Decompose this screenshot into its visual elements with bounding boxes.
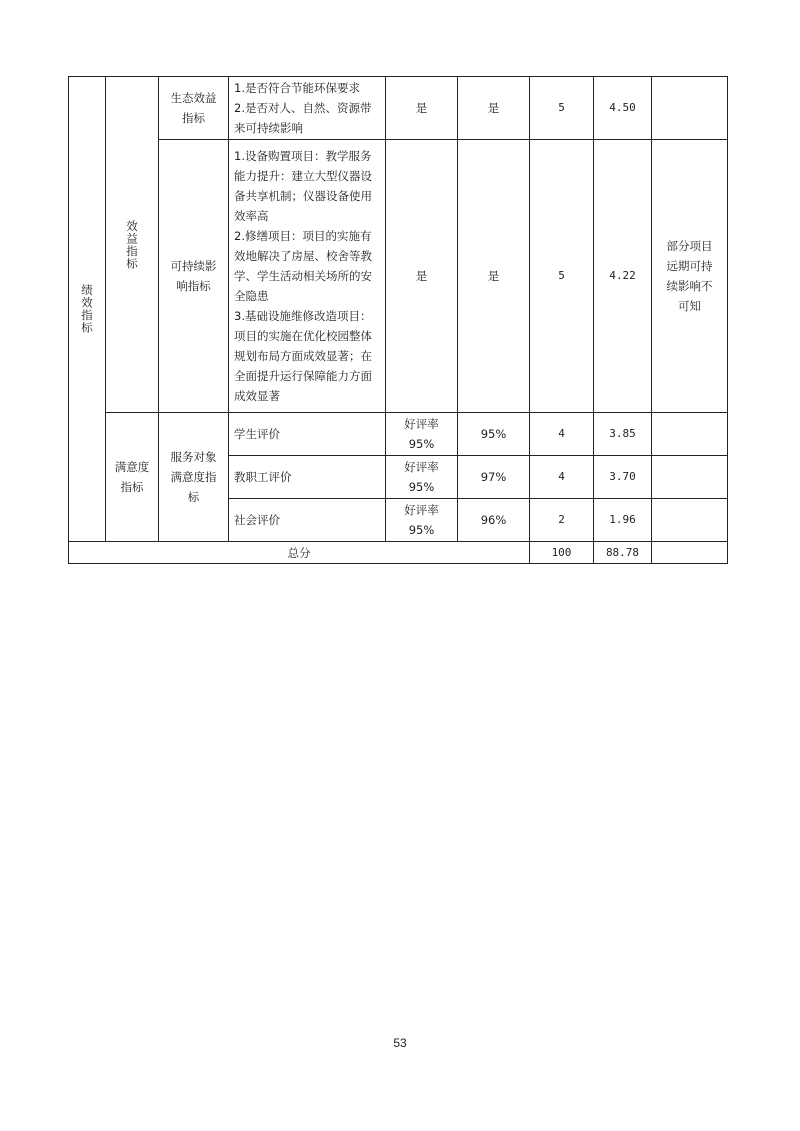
level2-cell-benefit <box>106 77 159 413</box>
weight-cell: 4 <box>530 456 594 499</box>
content-cell <box>229 77 386 140</box>
table-row <box>69 140 728 413</box>
content-line: 项目的实施在优化校园整体 <box>234 329 372 343</box>
content-cell: 社会评价 <box>229 499 386 542</box>
actual-cell: 是 <box>458 140 530 413</box>
target-cell <box>386 499 458 542</box>
actual-cell: 96% <box>458 499 530 542</box>
target-line: 好评率 <box>404 417 439 431</box>
level2-cell-satisfaction <box>106 413 159 542</box>
target-cell: 是 <box>386 140 458 413</box>
content-line: 学、学生活动相关场所的安 <box>234 269 372 283</box>
target-cell <box>386 413 458 456</box>
content-line: 规划布局方面成效显著；在 <box>234 349 372 363</box>
note-cell <box>652 77 728 140</box>
content-line: 全面提升运行保障能力方面 <box>234 369 372 383</box>
score-cell: 4.22 <box>594 140 652 413</box>
note-line: 续影响不 <box>666 279 713 293</box>
note-cell <box>652 456 728 499</box>
score-cell: 1.96 <box>594 499 652 542</box>
target-line: 好评率 <box>404 460 439 474</box>
note-line: 可知 <box>678 299 701 313</box>
actual-cell: 95% <box>458 413 530 456</box>
score-cell: 3.70 <box>594 456 652 499</box>
content-line: 能力提升：建立大型仪器设 <box>234 169 372 183</box>
level1-cell <box>69 77 106 542</box>
actual-cell: 97% <box>458 456 530 499</box>
note-cell <box>652 413 728 456</box>
indicator-line: 响指标 <box>176 279 211 293</box>
level1-label: 绩效指标 <box>80 284 94 334</box>
content-cell: 学生评价 <box>229 413 386 456</box>
content-line: 效地解决了房屋、校舍等教 <box>234 249 372 263</box>
content-cell: 教职工评价 <box>229 456 386 499</box>
indicator-line: 生态效益 <box>170 91 217 105</box>
weight-cell: 5 <box>530 77 594 140</box>
total-note <box>652 542 728 564</box>
target-line: 95% <box>408 480 435 494</box>
target-line: 好评率 <box>404 503 439 517</box>
note-cell <box>652 140 728 413</box>
content-line: 1.是否符合节能环保要求 <box>234 81 360 95</box>
level2-label-line: 满意度 <box>114 460 150 474</box>
content-line: 全隐患 <box>234 289 269 303</box>
performance-table <box>68 76 728 564</box>
note-cell <box>652 499 728 542</box>
content-line: 2.修缮项目：项目的实施有 <box>234 229 372 243</box>
indicator-line: 服务对象 <box>170 450 217 464</box>
indicator-line: 标 <box>187 490 200 504</box>
weight-cell: 2 <box>530 499 594 542</box>
content-line: 成效显著 <box>234 389 280 403</box>
total-row <box>69 542 728 564</box>
weight-cell: 4 <box>530 413 594 456</box>
score-cell: 3.85 <box>594 413 652 456</box>
indicator-cell <box>159 413 229 542</box>
total-label: 总分 <box>69 542 530 564</box>
content-line: 1.设备购置项目：教学服务 <box>234 149 372 163</box>
target-line: 95% <box>408 523 435 537</box>
level2-label-line: 指标 <box>120 480 144 494</box>
target-line: 95% <box>408 437 435 451</box>
indicator-line: 指标 <box>182 111 205 125</box>
content-line: 3.基础设施维修改造项目： <box>234 309 372 323</box>
actual-cell: 是 <box>458 77 530 140</box>
total-weight: 100 <box>530 542 594 564</box>
score-cell: 4.50 <box>594 77 652 140</box>
content-line: 2.是否对人、自然、资源带 <box>234 101 372 115</box>
target-cell <box>386 456 458 499</box>
content-line: 来可持续影响 <box>234 121 303 135</box>
table-row <box>69 77 728 140</box>
indicator-cell <box>159 140 229 413</box>
weight-cell: 5 <box>530 140 594 413</box>
note-line: 远期可持 <box>666 259 713 273</box>
level2-label-benefit: 效益指标 <box>125 219 139 270</box>
total-score: 88.78 <box>594 542 652 564</box>
indicator-line: 满意度指 <box>170 470 217 484</box>
page-number: 53 <box>393 1036 407 1050</box>
indicator-line: 可持续影 <box>170 259 217 273</box>
target-cell: 是 <box>386 77 458 140</box>
note-line: 部分项目 <box>666 239 713 253</box>
table-row <box>69 413 728 456</box>
content-line: 备共享机制；仪器设备使用 <box>234 189 372 203</box>
content-cell <box>229 140 386 413</box>
content-line: 效率高 <box>234 209 269 223</box>
indicator-cell <box>159 77 229 140</box>
